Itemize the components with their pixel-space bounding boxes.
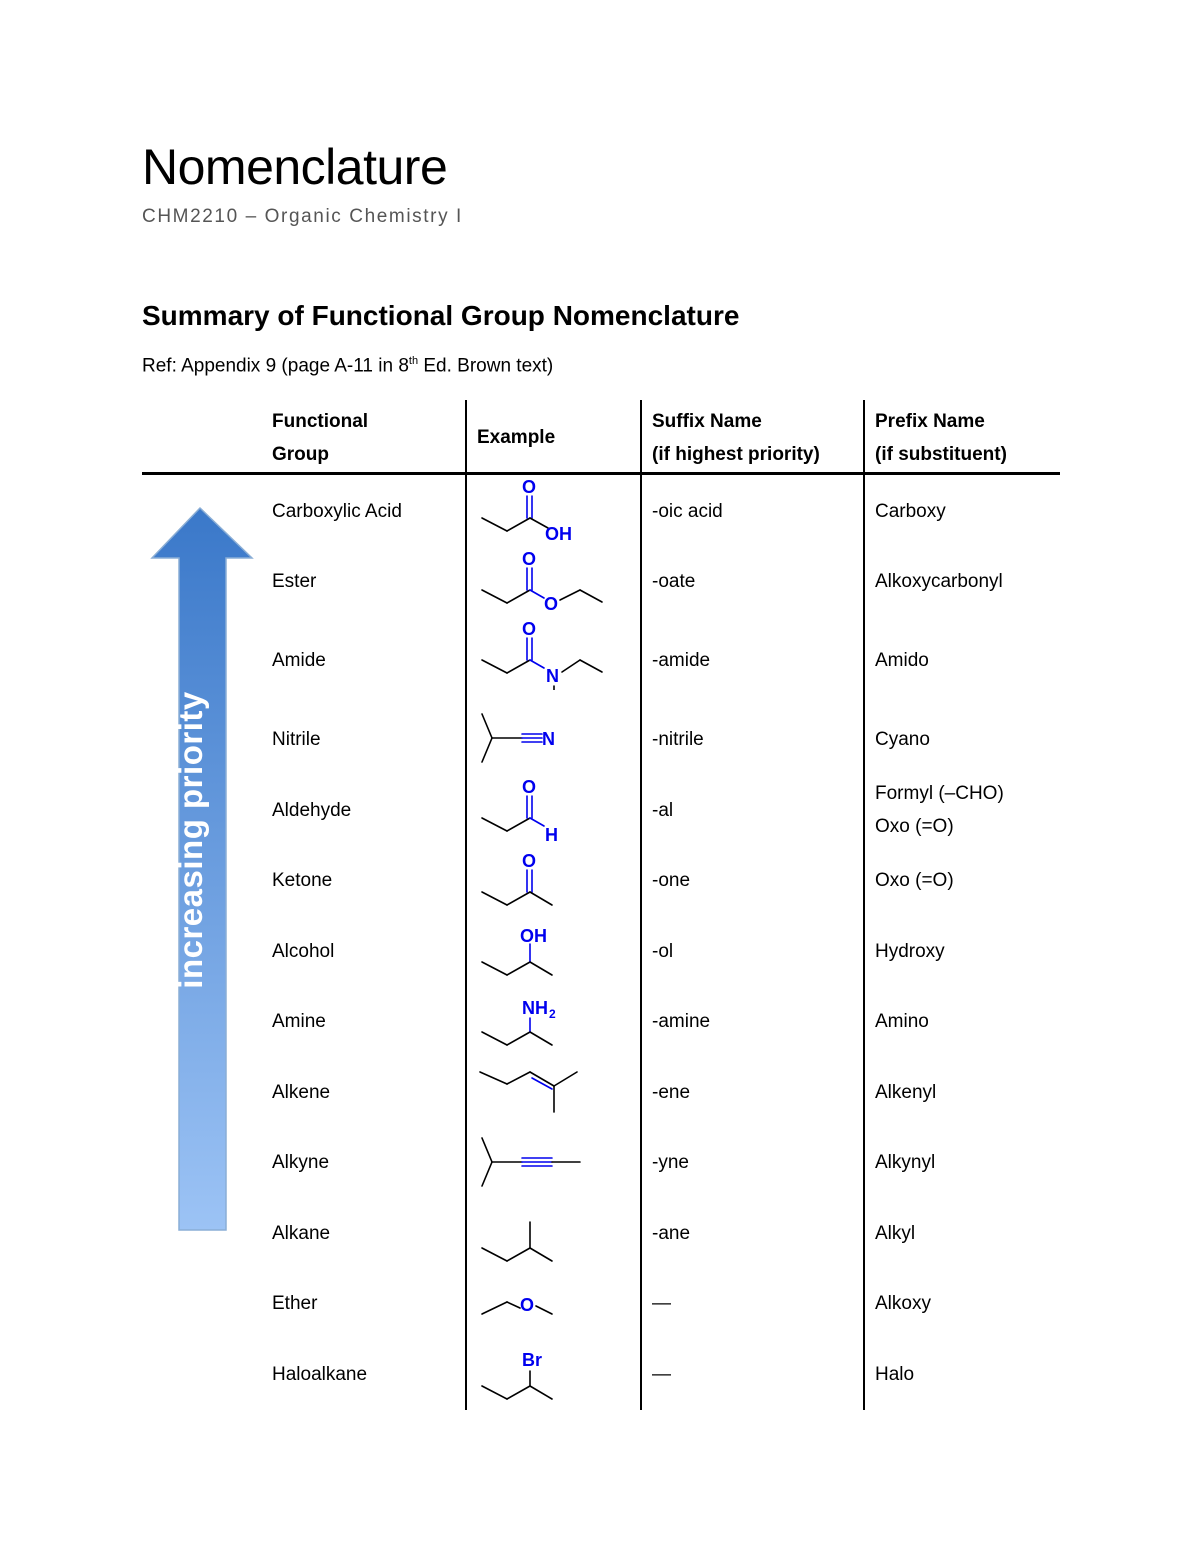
example-structure [472,922,632,992]
page-title: Nomenclature [142,139,448,195]
suffix-name: -oate [652,571,696,592]
prefix-name-line1: Hydroxy [875,941,945,962]
priority-arrow-label: increasing priority [172,691,209,989]
header-suffix-name [652,405,820,471]
prefix-name-line1: Alkoxy [875,1293,931,1314]
functional-group-name: Alkyne [272,1152,330,1173]
header-prefix-line2: (if substituent) [875,444,1007,465]
example-structure [472,620,632,690]
suffix-name: -oic acid [652,501,723,522]
atom-o: O [520,1295,535,1315]
prefix-name [875,1217,915,1250]
functional-group-name: Alcohol [272,941,335,962]
example-structure [472,1346,632,1416]
atom-nh: NH [522,998,548,1018]
functional-group-name: Alkene [272,1082,331,1103]
functional-group-name: Ether [272,1293,318,1314]
header-divider [142,472,1060,475]
functional-group-name: Amide [272,650,326,671]
example-structure [472,478,632,548]
suffix-name: -al [652,800,674,821]
header-example: Example [477,427,556,448]
example-structure [472,1062,632,1132]
prefix-name-line1: Formyl (–CHO) [875,783,1004,804]
section-title: Summary of Functional Group Nomenclature [142,300,740,331]
prefix-name [875,1146,935,1179]
suffix-name: — [652,1364,671,1385]
header-functional-group-line1: Functional [272,411,369,432]
prefix-name [875,495,946,528]
column-divider-3 [863,400,865,1410]
column-divider-2 [640,400,642,1410]
prefix-name-line1: Alkenyl [875,1082,937,1103]
header-functional-group-line2: Group [272,444,329,465]
header-suffix-line2: (if highest priority) [652,444,820,465]
example-structure [472,852,632,922]
example-structure [472,1284,632,1354]
atom-n: N [542,729,555,749]
atom-o-ester: O [544,594,559,614]
ref-superscript: th [408,355,419,367]
prefix-name-line1: Oxo (=O) [875,870,954,891]
suffix-name: -amine [652,1011,711,1032]
example-structure [472,1208,632,1278]
functional-group-name: Alkane [272,1223,331,1244]
atom-o: O [522,550,537,569]
example-structure [472,1132,632,1202]
functional-group-name: Aldehyde [272,800,352,821]
suffix-name: -one [652,870,691,891]
column-divider-1 [465,400,467,1410]
atom-nh-subscript: 2 [549,1007,556,1021]
prefix-name [875,1358,914,1391]
prefix-name [875,565,1003,598]
atom-n: N [546,666,559,686]
header-suffix-line1: Suffix Name [652,411,762,432]
prefix-name-line1: Halo [875,1364,915,1385]
prefix-name [875,1287,931,1320]
prefix-name [875,935,945,968]
atom-o: O [522,852,537,871]
example-structure [472,992,632,1062]
example-structure [472,778,632,848]
atom-oh: OH [520,926,547,946]
functional-group-name: Nitrile [272,729,321,750]
prefix-name [875,864,954,897]
example-structure [472,708,632,778]
suffix-name: — [652,1293,671,1314]
suffix-name: -amide [652,650,711,671]
prefix-name-line1: Carboxy [875,501,946,522]
prefix-name-line1: Alkoxycarbonyl [875,571,1003,592]
page-subtitle: CHM2210 – Organic Chemistry I [142,206,463,227]
functional-group-name: Ester [272,571,317,592]
prefix-name-line1: Amino [875,1011,929,1032]
suffix-name: -ene [652,1082,691,1103]
atom-o: O [522,478,537,497]
header-prefix-line1: Prefix Name [875,411,985,432]
ref-text-end: Ed. Brown text) [418,355,554,377]
prefix-name [875,644,929,677]
functional-group-name: Haloalkane [272,1364,368,1385]
atom-oh: OH [545,524,572,544]
example-structure [472,550,632,620]
ref-text: Ref: Appendix 9 (page A-11 in 8 [142,355,409,377]
prefix-name [875,1076,936,1109]
suffix-name: -ol [652,941,674,962]
functional-group-name: Ketone [272,870,333,891]
prefix-name [875,1005,929,1038]
prefix-name-line1: Amido [875,650,929,671]
header-prefix-name [875,405,1007,471]
reference-line [142,355,553,378]
suffix-name: -yne [652,1152,689,1173]
atom-br: Br [522,1350,543,1370]
atom-h: H [545,825,558,845]
functional-group-name: Carboxylic Acid [272,501,402,522]
prefix-name-line2: Oxo (=O) [875,816,954,837]
prefix-name-line1: Cyano [875,729,930,750]
prefix-name [875,723,930,756]
suffix-name: -nitrile [652,729,704,750]
atom-o: O [522,778,537,797]
prefix-name-line1: Alkyl [875,1223,916,1244]
header-functional-group [272,405,368,471]
atom-o: O [522,620,537,639]
prefix-name-line1: Alkynyl [875,1152,936,1173]
functional-group-name: Amine [272,1011,326,1032]
suffix-name: -ane [652,1223,691,1244]
prefix-name [875,777,1004,843]
